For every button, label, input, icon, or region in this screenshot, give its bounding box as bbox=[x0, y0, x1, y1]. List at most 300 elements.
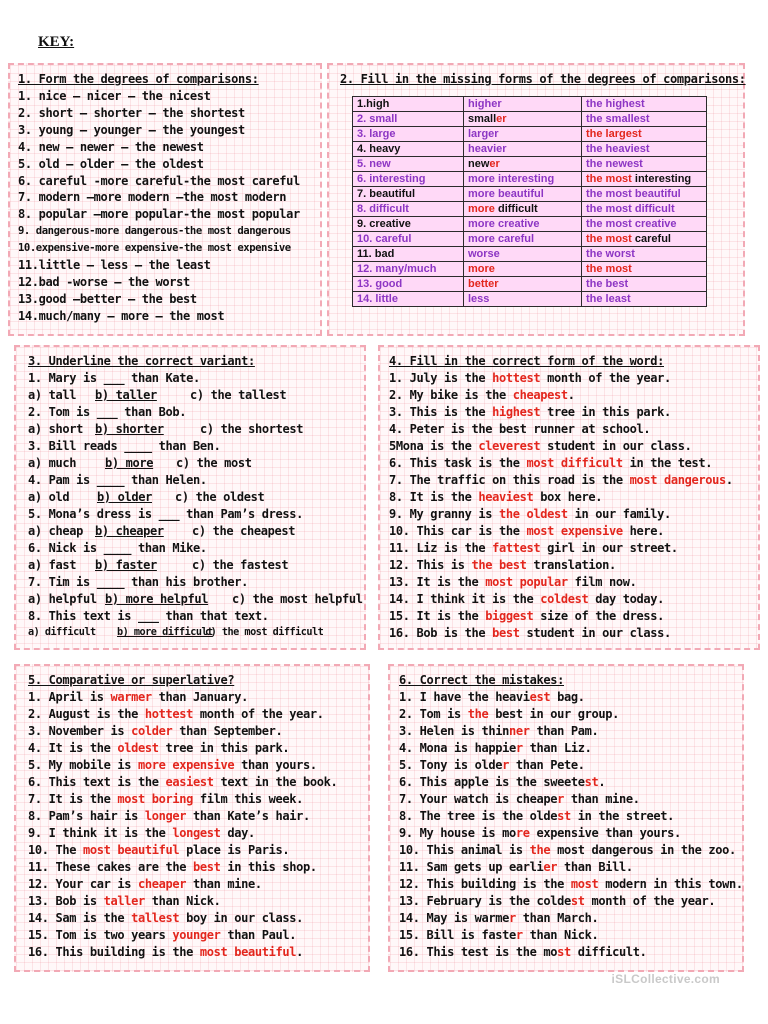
cell-text: higher bbox=[468, 98, 502, 110]
line-text: 1. I have the heavi bbox=[399, 690, 530, 704]
line-text: place is Paris. bbox=[179, 843, 290, 857]
line-text: 7. Your watch is cheape bbox=[399, 792, 558, 806]
answer-text: most difficult bbox=[526, 456, 623, 470]
line-text: 2. My bike is the bbox=[389, 388, 513, 402]
cell-text: 5. new bbox=[357, 158, 391, 170]
table-cell bbox=[464, 217, 582, 232]
answer-text: the bbox=[467, 707, 489, 721]
table-cell bbox=[353, 187, 464, 202]
line-text: . bbox=[567, 388, 575, 402]
section1-heading: 1. Form the degrees of comparisons: bbox=[18, 72, 259, 86]
answer-text: easiest bbox=[165, 775, 214, 789]
section6-line bbox=[399, 792, 640, 806]
section5-heading: 5. Comparative or superlative? bbox=[28, 673, 235, 687]
table-cell bbox=[582, 172, 707, 187]
table-row bbox=[353, 142, 707, 157]
table-row bbox=[353, 127, 707, 142]
cell-text: 11. bad bbox=[357, 248, 395, 260]
line-text: 9. My house is mo bbox=[399, 826, 516, 840]
option-a: a) short bbox=[28, 422, 83, 436]
option-c: c) the oldest bbox=[175, 490, 265, 504]
answer-text: most boring bbox=[117, 792, 193, 806]
answer-text: oldest bbox=[117, 741, 159, 755]
cell-text: less bbox=[468, 293, 490, 305]
line-text: 2. Tom is bbox=[399, 707, 468, 721]
section6-line bbox=[399, 826, 681, 840]
line-text: month of the year. bbox=[540, 371, 671, 385]
footer-logo: iSLCollective.com bbox=[611, 972, 720, 986]
answer-text: most dangerous bbox=[629, 473, 726, 487]
cell-text: er bbox=[489, 158, 500, 170]
section5-line bbox=[28, 826, 255, 840]
cell-text: the smallest bbox=[586, 113, 650, 125]
line-text: 15. Bill is faste bbox=[399, 928, 516, 942]
option-a: a) tall bbox=[28, 388, 77, 402]
section4-heading: 4. Fill in the correct form of the word: bbox=[389, 354, 664, 368]
answer-text: longest bbox=[172, 826, 221, 840]
cell-text: 4. heavy bbox=[357, 143, 401, 155]
line-text: 2. August is the bbox=[28, 707, 145, 721]
section5-line bbox=[28, 945, 303, 959]
option-c: c) the most helpful bbox=[232, 592, 363, 606]
table-cell bbox=[582, 247, 707, 262]
table-cell bbox=[464, 142, 582, 157]
line-text: 9. My granny is bbox=[389, 507, 499, 521]
answer-text: most beautiful bbox=[83, 843, 180, 857]
line-text: than Kate’s hair. bbox=[186, 809, 310, 823]
section4-line bbox=[389, 405, 671, 419]
line-text: here. bbox=[622, 524, 664, 538]
table-cell bbox=[464, 127, 582, 142]
option-b-correct: b) cheaper bbox=[95, 524, 164, 538]
line-text: . bbox=[725, 473, 733, 487]
table-row bbox=[353, 97, 707, 112]
table-cell bbox=[582, 127, 707, 142]
line-text: film now. bbox=[567, 575, 637, 589]
line-text: 9. I think it is the bbox=[28, 826, 173, 840]
section1-line: 14.much/many – more – the most bbox=[18, 308, 225, 323]
table-cell bbox=[582, 232, 707, 247]
line-text: 10. This animal is bbox=[399, 843, 530, 857]
answer-text: tallest bbox=[131, 911, 180, 925]
section6-line bbox=[399, 724, 598, 738]
answer-text: most beautiful bbox=[199, 945, 297, 959]
section3-question: 6. Nick is ____ than Mike. bbox=[28, 541, 207, 555]
line-text: 6. This task is the bbox=[389, 456, 527, 470]
cell-text: more bbox=[468, 263, 495, 275]
line-text: in our family. bbox=[567, 507, 671, 521]
section6-line bbox=[399, 911, 598, 925]
line-text: 15. Tom is two years bbox=[28, 928, 173, 942]
line-text: in the test. bbox=[622, 456, 713, 470]
section5-line bbox=[28, 928, 296, 942]
cell-text: 14. little bbox=[357, 293, 398, 305]
section4-line bbox=[389, 609, 664, 623]
line-text: 1. July is the bbox=[389, 371, 493, 385]
answer-text: best bbox=[193, 860, 221, 874]
line-text: day today. bbox=[588, 592, 664, 606]
line-text: 5Mona is the bbox=[389, 439, 479, 453]
cell-text: 7. beautiful bbox=[357, 188, 416, 200]
line-text: girl in our street. bbox=[540, 541, 678, 555]
answer-text: warmer bbox=[110, 690, 152, 704]
answer-text: st bbox=[584, 775, 599, 789]
answer-text: r bbox=[509, 911, 516, 925]
section4-line bbox=[389, 541, 678, 555]
option-c: c) the most difficult bbox=[205, 627, 324, 638]
table-cell bbox=[464, 97, 582, 112]
answer-text: est bbox=[529, 690, 551, 704]
line-text: 15. It is the bbox=[389, 609, 486, 623]
option-b-correct: b) faster bbox=[95, 558, 157, 572]
line-text: box here. bbox=[533, 490, 603, 504]
line-text: 10. The bbox=[28, 843, 83, 857]
option-a: a) helpful bbox=[28, 592, 97, 606]
line-text: film this week. bbox=[193, 792, 303, 806]
section5-line bbox=[28, 894, 221, 908]
line-text: than Paul. bbox=[220, 928, 297, 942]
cell-text: est bbox=[625, 128, 642, 140]
section5-line bbox=[28, 775, 337, 789]
line-text: most dangerous in the zoo. bbox=[550, 843, 736, 857]
section6-heading: 6. Correct the mistakes: bbox=[399, 673, 564, 687]
section5-line bbox=[28, 860, 317, 874]
answer-text: er bbox=[543, 860, 558, 874]
line-text: size of the dress. bbox=[533, 609, 664, 623]
answer-text: coldest bbox=[540, 592, 589, 606]
section3-question: 3. Bill reads ____ than Ben. bbox=[28, 439, 221, 453]
option-a: a) old bbox=[28, 490, 70, 504]
cell-text: small bbox=[468, 113, 497, 125]
line-text: month of the year. bbox=[584, 894, 716, 908]
table-cell bbox=[353, 277, 464, 292]
line-text: than yours. bbox=[234, 758, 317, 772]
cell-text: more bbox=[468, 203, 498, 215]
line-text: 16. Bob is the bbox=[389, 626, 493, 640]
section4-line bbox=[389, 558, 616, 572]
answer-text: the bbox=[529, 843, 551, 857]
table-cell bbox=[353, 262, 464, 277]
section4-line bbox=[389, 473, 733, 487]
answer-text: st bbox=[570, 894, 585, 908]
line-text: 8. It is the bbox=[389, 490, 479, 504]
table-row bbox=[353, 262, 707, 277]
line-text: 12. This building is the bbox=[399, 877, 571, 891]
section6-line bbox=[399, 690, 585, 704]
section6-line bbox=[399, 809, 674, 823]
section4-line bbox=[389, 575, 637, 589]
answer-text: most expensive bbox=[526, 524, 623, 538]
cell-text: the most difficult bbox=[586, 203, 675, 215]
cell-text: careful bbox=[634, 233, 671, 245]
cell-text: interesting bbox=[634, 173, 692, 185]
answer-text: r bbox=[502, 758, 509, 772]
line-text: than Nick. bbox=[522, 928, 599, 942]
line-text: than January. bbox=[151, 690, 248, 704]
answer-text: ner bbox=[509, 724, 530, 738]
table-row bbox=[353, 157, 707, 172]
table-cell bbox=[353, 292, 464, 307]
section1-line: 11.little – less – the least bbox=[18, 258, 211, 272]
section4-line bbox=[389, 456, 712, 470]
table-cell bbox=[353, 142, 464, 157]
cell-text: better bbox=[468, 278, 499, 290]
line-text: 16. This building is the bbox=[28, 945, 200, 959]
cell-text: 9. creative bbox=[357, 218, 411, 230]
table-row bbox=[353, 247, 707, 262]
table-row bbox=[353, 112, 707, 127]
section1-line: 2. short – shorter – the shortest bbox=[18, 105, 245, 120]
line-text: 13. February is the colde bbox=[399, 894, 571, 908]
option-a: a) much bbox=[28, 456, 77, 470]
table-cell bbox=[353, 217, 464, 232]
line-text: 4. It is the bbox=[28, 741, 118, 755]
section4-line bbox=[389, 490, 602, 504]
section5-line bbox=[28, 758, 317, 772]
section6-line bbox=[399, 843, 736, 857]
section3-question: 7. Tim is ____ than his brother. bbox=[28, 575, 248, 589]
section3-heading: 3. Underline the correct variant: bbox=[28, 354, 255, 368]
line-text: 11. Sam gets up earli bbox=[399, 860, 544, 874]
line-text: 14. May is warme bbox=[399, 911, 509, 925]
line-text: bag. bbox=[550, 690, 585, 704]
line-text: 5. My mobile is bbox=[28, 758, 138, 772]
option-b-correct: b) more helpful bbox=[105, 592, 209, 606]
answer-text: best bbox=[492, 626, 520, 640]
answer-text: hottest bbox=[492, 371, 541, 385]
line-text: in this shop. bbox=[220, 860, 317, 874]
table-row bbox=[353, 202, 707, 217]
section4-line bbox=[389, 507, 671, 521]
option-b-correct: b) more bbox=[105, 456, 154, 470]
cell-text: the most beautiful bbox=[586, 188, 681, 200]
answer-text: hottest bbox=[144, 707, 193, 721]
answer-text: younger bbox=[172, 928, 221, 942]
line-text: . bbox=[598, 775, 606, 789]
table-cell bbox=[353, 202, 464, 217]
answer-text: r bbox=[557, 792, 564, 806]
answer-text: most bbox=[570, 877, 599, 891]
line-text: student in our class. bbox=[540, 439, 692, 453]
line-text: day. bbox=[220, 826, 255, 840]
line-text: 14. Sam is the bbox=[28, 911, 132, 925]
cell-text: heavier bbox=[468, 143, 507, 155]
line-text: tree in this park. bbox=[158, 741, 290, 755]
section3-question: 4. Pam is ____ than Helen. bbox=[28, 473, 207, 487]
line-text: 6. This apple is the sweete bbox=[399, 775, 585, 789]
cell-text: 13. good bbox=[357, 278, 403, 290]
line-text: than Pete. bbox=[509, 758, 585, 772]
section1-line: 3. young – younger – the youngest bbox=[18, 122, 245, 137]
line-text: 5. Tony is olde bbox=[399, 758, 503, 772]
table-cell bbox=[582, 157, 707, 172]
table-cell bbox=[353, 247, 464, 262]
answer-text: st bbox=[557, 809, 571, 823]
cell-text: the most creative bbox=[586, 218, 677, 230]
answer-text: cheapest bbox=[512, 388, 568, 402]
section5-line bbox=[28, 741, 289, 755]
section1-line: 9. dangerous-more dangerous-the most dangerous bbox=[18, 225, 291, 238]
table-row bbox=[353, 292, 707, 307]
answer-text: re bbox=[515, 826, 530, 840]
answer-text: colder bbox=[131, 724, 173, 738]
table-row bbox=[353, 277, 707, 292]
line-text: 16. This test is the mo bbox=[399, 945, 558, 959]
cell-text: worse bbox=[468, 248, 500, 260]
table-cell bbox=[582, 202, 707, 217]
table-cell bbox=[582, 97, 707, 112]
cell-text: new bbox=[468, 158, 490, 170]
answer-text: longer bbox=[144, 809, 187, 823]
cell-text: 2. small bbox=[357, 113, 398, 125]
option-b-correct: b) taller bbox=[95, 388, 157, 402]
table-cell bbox=[464, 277, 582, 292]
table-cell bbox=[582, 217, 707, 232]
section6-line bbox=[399, 894, 715, 908]
table-cell bbox=[353, 232, 464, 247]
section1-line: 10.expensive-more expensive-the most expensive bbox=[18, 242, 291, 255]
section6-line bbox=[399, 707, 619, 721]
cell-text: 12. many/much bbox=[357, 263, 437, 275]
line-text: than Pam. bbox=[529, 724, 599, 738]
line-text: 8. Pam’s hair is bbox=[28, 809, 145, 823]
table-cell bbox=[464, 157, 582, 172]
answer-text: biggest bbox=[485, 609, 534, 623]
cell-text: more creative bbox=[468, 218, 540, 230]
section1-line: 12.bad -worse – the worst bbox=[18, 274, 190, 289]
line-text: 13. It is the bbox=[389, 575, 486, 589]
section1-line: 8. popular –more popular-the most popular bbox=[18, 207, 300, 222]
option-c: c) the tallest bbox=[190, 388, 287, 402]
section5-line bbox=[28, 911, 303, 925]
answer-text: highest bbox=[492, 405, 541, 419]
cell-text: 3. large bbox=[357, 128, 396, 140]
table-row bbox=[353, 232, 707, 247]
table-cell bbox=[464, 232, 582, 247]
cell-text: the most bbox=[586, 173, 635, 185]
forms-table bbox=[352, 96, 707, 307]
line-text: 12. Your car is bbox=[28, 877, 138, 891]
cell-text: the larg bbox=[586, 128, 626, 140]
key-title: KEY: bbox=[38, 34, 75, 50]
cell-text: more beautiful bbox=[468, 188, 544, 200]
answer-text: more expensive bbox=[138, 758, 235, 772]
section6-line bbox=[399, 945, 647, 959]
section1-line: 4. new – newer – the newest bbox=[18, 139, 204, 154]
line-text: than mine. bbox=[564, 792, 640, 806]
section5-line bbox=[28, 809, 310, 823]
section6-line bbox=[399, 741, 592, 755]
cell-text: more interesting bbox=[468, 173, 555, 185]
section6-line bbox=[399, 758, 585, 772]
answer-text: taller bbox=[103, 894, 145, 908]
cell-text: 8. difficult bbox=[357, 203, 409, 215]
section5-line bbox=[28, 707, 324, 721]
line-text: in the street. bbox=[570, 809, 674, 823]
cell-text: the newest bbox=[586, 158, 643, 170]
line-text: than Bill. bbox=[557, 860, 633, 874]
line-text: 3. November is bbox=[28, 724, 132, 738]
table-cell bbox=[582, 292, 707, 307]
table-cell bbox=[582, 262, 707, 277]
table-row bbox=[353, 217, 707, 232]
section6-line bbox=[399, 877, 743, 891]
line-text: than September. bbox=[172, 724, 283, 738]
option-c: c) the most bbox=[176, 456, 252, 470]
option-c: c) the cheapest bbox=[192, 524, 296, 538]
line-text: expensive than yours. bbox=[529, 826, 681, 840]
section1-line: 6. careful -more careful-the most careful bbox=[18, 173, 300, 188]
line-text: translation. bbox=[526, 558, 616, 572]
line-text: 10. This car is the bbox=[389, 524, 527, 538]
section1-line: 13.good –better – the best bbox=[18, 291, 197, 306]
table-cell bbox=[464, 292, 582, 307]
section1-line: 1. nice – nicer – the nicest bbox=[18, 89, 211, 103]
option-a: a) cheap bbox=[28, 524, 83, 538]
answer-text: r bbox=[515, 928, 523, 942]
section4-line bbox=[389, 626, 671, 640]
section5-line bbox=[28, 843, 289, 857]
table-cell bbox=[353, 172, 464, 187]
line-text: text in the book. bbox=[213, 775, 338, 789]
option-c: c) the shortest bbox=[200, 422, 304, 436]
section4-line bbox=[389, 422, 650, 436]
line-text: month of the year. bbox=[193, 707, 324, 721]
cell-text: 6. interesting bbox=[357, 173, 426, 185]
table-cell bbox=[582, 112, 707, 127]
section4-line bbox=[389, 439, 692, 453]
section5-line bbox=[28, 690, 248, 704]
line-text: 8. The tree is the olde bbox=[399, 809, 558, 823]
answer-text: heaviest bbox=[478, 490, 534, 504]
cell-text: 10. careful bbox=[357, 233, 412, 245]
section2-heading: 2. Fill in the missing forms of the degrees of comparisons: bbox=[340, 72, 746, 86]
table-cell bbox=[353, 112, 464, 127]
cell-text: the highest bbox=[586, 98, 645, 110]
section4-line bbox=[389, 592, 664, 606]
table-cell bbox=[353, 157, 464, 172]
answer-text: the best bbox=[471, 558, 527, 572]
section3-question: 5. Mona’s dress is ___ than Pam’s dress. bbox=[28, 507, 303, 521]
cell-text: larger bbox=[468, 128, 499, 140]
section3-question: 2. Tom is ___ than Bob. bbox=[28, 405, 187, 419]
answer-text: r bbox=[515, 741, 523, 755]
line-text: than Nick. bbox=[144, 894, 221, 908]
table-cell bbox=[582, 277, 707, 292]
table-cell bbox=[464, 112, 582, 127]
table-cell bbox=[353, 97, 464, 112]
section6-line bbox=[399, 860, 633, 874]
cell-text: the heaviest bbox=[586, 143, 650, 155]
section5-line bbox=[28, 724, 282, 738]
cell-text: the best bbox=[586, 278, 629, 290]
line-text: student in our class. bbox=[519, 626, 671, 640]
option-b-correct: b) more difficult bbox=[117, 627, 213, 638]
answer-text: the oldest bbox=[499, 507, 568, 521]
table-row bbox=[353, 172, 707, 187]
table-cell bbox=[353, 127, 464, 142]
table-cell bbox=[464, 202, 582, 217]
line-text: 4. Peter is the best runner at school. bbox=[389, 422, 651, 436]
cell-text: difficult bbox=[497, 203, 538, 215]
cell-text: more careful bbox=[468, 233, 535, 245]
table-cell bbox=[464, 172, 582, 187]
option-b-correct: b) shorter bbox=[95, 422, 164, 436]
line-text: 12. This is bbox=[389, 558, 472, 572]
cell-text: 1.high bbox=[357, 98, 390, 110]
option-a: a) difficult bbox=[28, 627, 96, 638]
line-text: 13. Bob is bbox=[28, 894, 104, 908]
